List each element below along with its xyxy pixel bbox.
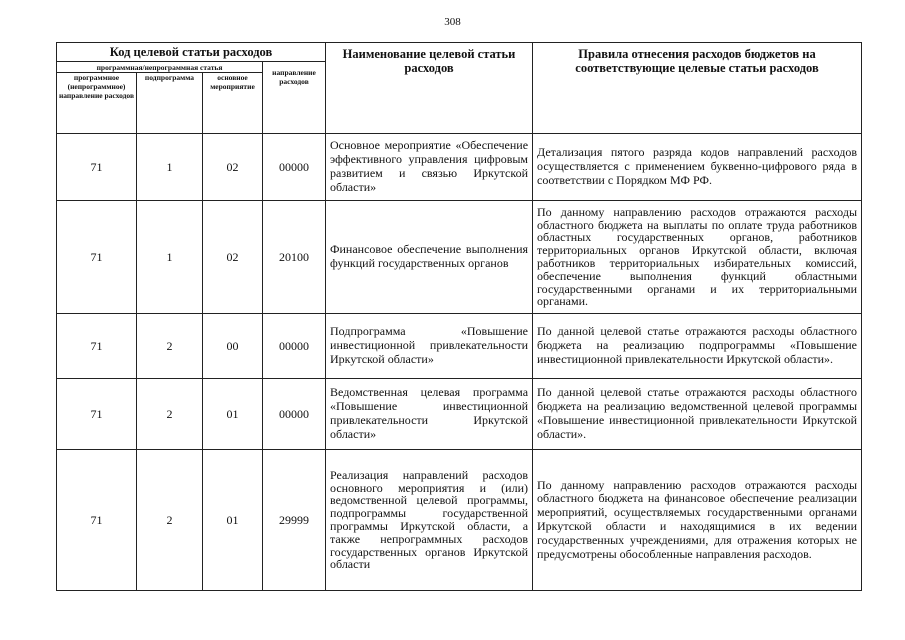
cell-direction: 20100 — [263, 201, 326, 314]
cell-program: 71 — [57, 379, 137, 450]
header-program-group: программная/непрограммная статья — [57, 62, 263, 73]
cell-direction: 29999 — [263, 450, 326, 591]
table-row — [57, 201, 862, 314]
cell-subprogram: 2 — [137, 379, 203, 450]
cell-program: 71 — [57, 314, 137, 379]
cell-program: 71 — [57, 134, 137, 201]
cell-rule: Детализация пятого разряда кодов направлений расходов осуществляется с применением буквенно-цифрового ряда в соответствии с Порядком МФ РФ. — [533, 134, 862, 201]
page-number: 308 — [444, 16, 461, 28]
cell-subprogram: 1 — [137, 134, 203, 201]
cell-rule: По данному направлению расходов отражаются расходы областного бюджета на финансовое обеспечение реализации мероприятий, осуществляемых государственными органами Иркутской области и находящимися в их ведении государственных учреждениями, для отражения которых не предусмотрены обособленные направления расходов. — [533, 450, 862, 591]
cell-rule: По данному направлению расходов отражаются расходы областного бюджета на выплаты по оплате труда работников областных государственных органов, работников территориальных органов Иркутской области, включая работников территориальных избирательных комиссий, обеспечение выполнения функций областными государственными органами и их территориальными органами. — [533, 201, 862, 314]
cell-rule: По данной целевой статье отражаются расходы областного бюджета на реализацию ведомственной целевой программы «Повышение инвестиционной привлекательности Иркутской области». — [533, 379, 862, 450]
table-row — [57, 450, 862, 591]
cell-rule: По данной целевой статье отражаются расходы областного бюджета на реализацию подпрограммы «Повышение инвестиционной привлекательности Иркутской области». — [533, 314, 862, 379]
cell-program: 71 — [57, 201, 137, 314]
cell-direction: 00000 — [263, 134, 326, 201]
header-rules: Правила отнесения расходов бюджетов на соответствующие целевые статьи расходов — [533, 43, 862, 134]
cell-direction: 00000 — [263, 314, 326, 379]
table-row — [57, 134, 862, 201]
cell-activity: 00 — [203, 314, 263, 379]
cell-activity: 02 — [203, 134, 263, 201]
header-main-activity: основное мероприятие — [203, 73, 263, 134]
header-code-group: Код целевой статьи расходов — [57, 43, 326, 62]
table-row — [57, 314, 862, 379]
cell-name: Реализация направлений расходов основного мероприятия и (или) ведомственной целевой программы, подпрограммы государственной программы Иркутской области, а также непрограммных расходов государственных органов Иркутской области — [326, 450, 533, 591]
cell-activity: 01 — [203, 450, 263, 591]
cell-name: Ведомственная целевая программа «Повышение инвестиционной привлекательности Иркутской области» — [326, 379, 533, 450]
cell-subprogram: 1 — [137, 201, 203, 314]
cell-direction: 00000 — [263, 379, 326, 450]
header-name: Наименование целевой статьи расходов — [326, 43, 533, 134]
header-direction: направление расходов — [263, 62, 326, 134]
cell-subprogram: 2 — [137, 314, 203, 379]
cell-activity: 02 — [203, 201, 263, 314]
table-row — [57, 379, 862, 450]
header-subprogram: подпрограмма — [137, 73, 203, 134]
cell-name: Основное мероприятие «Обеспечение эффективного управления цифровым развитием и связью Иркутской области» — [326, 134, 533, 201]
cell-activity: 01 — [203, 379, 263, 450]
cell-name: Финансовое обеспечение выполнения функций государственных органов — [326, 201, 533, 314]
cell-name: Подпрограмма «Повышение инвестиционной привлекательности Иркутской области» — [326, 314, 533, 379]
budget-classification-table — [56, 42, 862, 591]
header-program: программное (непрограммное) направление расходов — [57, 73, 137, 134]
cell-subprogram: 2 — [137, 450, 203, 591]
cell-program: 71 — [57, 450, 137, 591]
